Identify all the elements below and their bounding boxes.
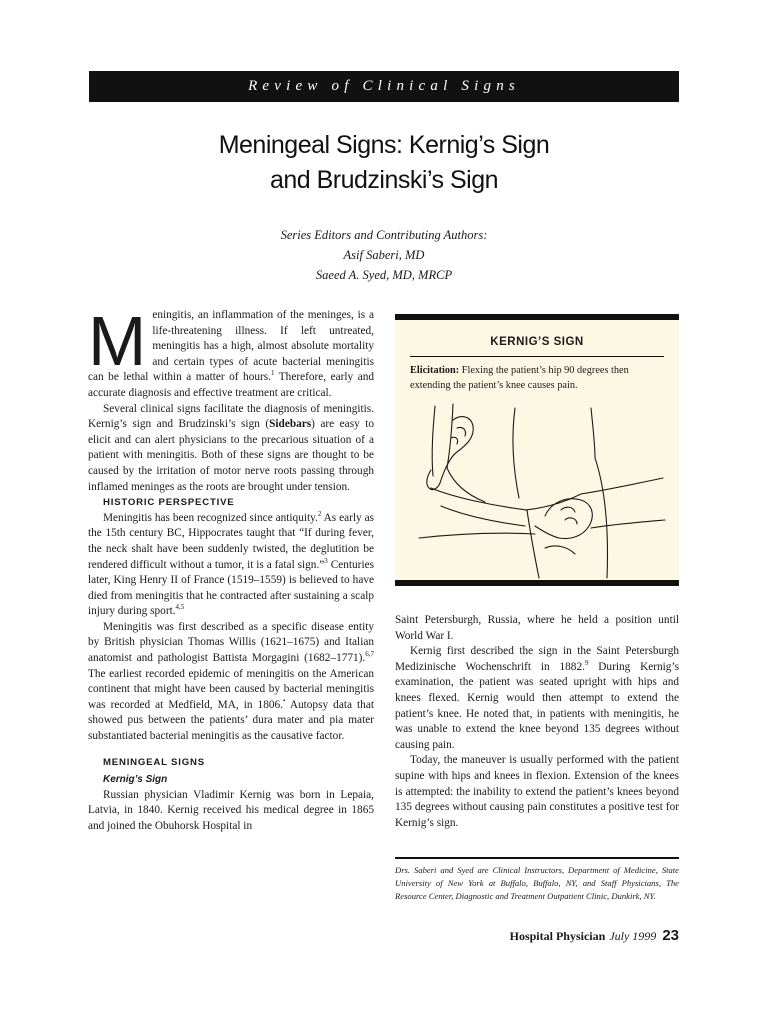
ref-1: 1 [270, 369, 275, 378]
ref-6-7: 6,7 [365, 650, 374, 659]
examiner-torso [595, 458, 608, 578]
patient-body-top [581, 478, 663, 494]
author-name-1: Asif Saberi, MD [343, 248, 425, 262]
authors-label: Series Editors and Contributing Authors: [280, 228, 488, 242]
drop-cap: M [88, 302, 147, 380]
left-column [88, 302, 375, 835]
banner-text: Review of Clinical Signs [248, 78, 520, 94]
leg-outline-right [447, 404, 453, 468]
historic-p2-b: The earliest recorded epidemic of meningitis on the American continent that might have been caused by bacterial meningitis was recorded at Medfield, MA, in 1806. [88, 667, 374, 711]
intro-paragraph-2 [88, 402, 374, 496]
ref-2: 2 [317, 509, 322, 518]
author-affiliation-note: Drs. Saberi and Syed are Clinical Instructors, Department of Medicine, State University of New York at Buffalo, Buffalo, NY, and Staff Physicians, The Resource Center, Diagnostic and Treatment Outpatient Clinic, Dunkirk, NY. [395, 865, 679, 901]
kernig-p3-b: During Kernig’s examination, the patient was seated upright with hips and knees flexed. Kernig would then attempt to extend the patient’s knee. He noted that, in patients with meningitis, he was unable to extend the knee beyond 135 degrees without causing pain. [395, 660, 679, 751]
historic-p1-c: Centuries later, King Henry II of France (1519–1559) is believed to have died from meningitis that he contracted after sustaining a scalp injury during sport. [88, 558, 374, 618]
intro-p2-text-b: ) are easy to elicit and can alert physicians to the precarious situation of a patient with meningitis. Both of these signs are thought to be caused by the irritation of motor nerve roots passing through inflamed meninges as the roots are brought under tension. [88, 418, 374, 493]
intro-p2-text-a: Several clinical signs facilitate the diagnosis of meningitis. Kernig’s sign and Brudzinski’s sign ( [88, 402, 374, 431]
kernig-paragraph-3 [395, 644, 679, 753]
sheet-line [419, 533, 535, 538]
kernig-sidebar [395, 314, 679, 586]
ref-4-5: 4,5 [175, 603, 185, 612]
historic-p1-b: As early as the 15th century BC, Hippocrates taught that “If during fever, the neck shalt have been suddenly twisted, the deglutition be rendered difficult without a tumor, it is a fatal sign.” [88, 511, 374, 571]
author-note-rule [395, 857, 679, 859]
intro-text-end: Therefore, early and accurate diagnosis and effective treatment are critical. [88, 371, 375, 399]
ref-9: 9 [584, 659, 589, 668]
historic-p1-a: Meningitis has been recognized since antiquity. [103, 511, 318, 524]
historic-p2-c: Autopsy data that showed pus between the patients’ dura mater and pia mater substantiated bacterial meningitis as the causative factor. [88, 698, 374, 743]
sidebars-ref: Sidebars [269, 418, 312, 431]
intro-paragraph [88, 302, 375, 402]
sidebar-text [410, 364, 666, 393]
heading-historic-perspective: HISTORIC PERSPECTIVE [103, 497, 235, 509]
right-column [395, 613, 679, 831]
leg-outline-left [432, 406, 435, 476]
thigh-top [525, 494, 581, 510]
kernig-illustration [395, 398, 679, 580]
kernig-paragraph-4: Today, the maneuver is usually performed with the patient supine with hips and knees in flexion. Extension of the knees is attempted: the inability to extend the patient’s knees beyond 135 degrees without causing pain constitutes a positive test for Kernig’s sign. [395, 754, 679, 829]
sidebar-rule [410, 356, 664, 357]
elicitation-label: Elicitation: [410, 365, 460, 376]
historic-p2-a: Meningitis was first described as a specific disease entity by British physician Thomas Willis (1621–1675) and Italian anatomist and pathologist Battista Morgagini (1682–1771). [88, 620, 374, 665]
sidebar-title: KERNIG’S SIGN [490, 336, 584, 348]
historic-paragraph-2 [88, 620, 374, 745]
issue-date: July 1999 [609, 929, 657, 943]
author-block [89, 225, 679, 285]
title-line-1: Meningeal Signs: Kernig’s Sign [218, 131, 550, 159]
page-number: 23 [662, 927, 679, 944]
article-title [89, 128, 679, 198]
journal-name: Hospital Physician [509, 929, 606, 943]
elicitation-text: Flexing the patient’s hip 90 degrees then extending the patient’s knee causes pain. [410, 365, 629, 391]
examiner-forearm-bottom [441, 506, 525, 526]
ref-3: 3 [324, 556, 328, 565]
kernig-p3-a: Kernig first described the sign in the Saint Petersburgh Medizinische Wochenschrift in 1882. [395, 645, 679, 673]
title-line-2: and Brudzinski’s Sign [269, 166, 499, 194]
kernig-paragraph-1: Russian physician Vladimir Kernig was born in Lepaia, Latvia, in 1840. Kernig received his medical degree in 1865 and joined the Obuhorsk Hospital in [88, 788, 374, 832]
section-banner [89, 71, 679, 102]
historic-paragraph-1 [88, 511, 374, 620]
page-footer [395, 927, 679, 944]
bed-line [591, 520, 665, 528]
subheading-kernigs-sign: Kernig’s Sign [103, 774, 168, 786]
heading-meningeal-signs: MENINGEAL SIGNS [103, 756, 205, 768]
ref-8: • [282, 697, 286, 706]
author-name-2: Saeed A. Syed, MD, MRCP [315, 268, 453, 282]
intro-text: eningitis, an inflammation of the meninges, is a life-threatening illness. If left untreated, meningitis has a high, almost absolute mortality and certain types of acute bacterial meningitis can be lethal within a matter of hours. [88, 309, 374, 384]
kernig-paragraph-2: Saint Petersburgh, Russia, where he held a position until World War I. [395, 614, 679, 642]
